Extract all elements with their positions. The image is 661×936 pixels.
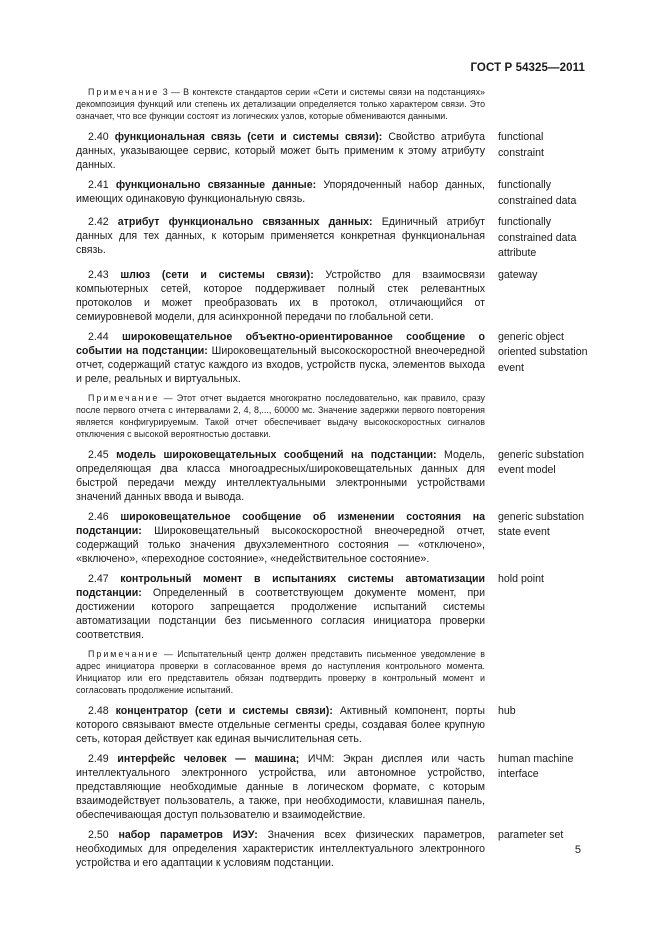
entry-definition: Модель, определяющая два класса многоадресных/широковещательных данных для быстрой передачи между интеллектуальными электронными устройствами значений данных ввода и вывода. — [76, 448, 485, 503]
note-2-47 — [76, 648, 485, 696]
entry-definition: Широковещательный высокоскоростной внеочередной отчет, содержащий статус каждого из входов, устройств пуска, элементов выхода и реле, реальных и виртуальных. — [76, 344, 485, 385]
entry-2-48 — [76, 704, 582, 746]
entry-english-term: hold point — [498, 572, 544, 585]
entry-term: функционально связанные данные: — [115, 179, 317, 191]
entry-english-term: functional constraint — [498, 131, 544, 159]
entry-term: шлюз (сети и системы связи): — [120, 268, 314, 281]
entry-term: модель широковещательных сообщений на подстанции: — [116, 448, 437, 461]
page-number: 5 — [574, 844, 581, 856]
entry-number: 2.48 — [88, 704, 109, 717]
entry-2-47 — [76, 572, 582, 642]
note-text: 3 — В контексте стандартов серии «Сети и системы связи на подстанциях» декомпозиция функций или степень их детализации определяется только характером связи. Это означает, что все функции состоят из логических узлов, которые обмениваются данными. — [76, 87, 485, 121]
entry-number: 2.42 — [88, 216, 109, 228]
entry-english-term: generic substation state event — [498, 510, 584, 538]
entry-2-42 — [76, 215, 582, 262]
entry-number: 2.46 — [88, 510, 109, 523]
entry-definition: Упорядоченный набор данных, имеющих одинаковую функциональную связь. — [76, 179, 485, 205]
entry-english-term: gateway — [498, 268, 538, 281]
entry-2-46 — [76, 510, 582, 566]
entry-term: широковещательное объектно-ориентированное сообщение о событии на подстанции: — [76, 330, 485, 357]
entry-2-44 — [76, 330, 588, 386]
entry-definition: Широковещательный высокоскоростной внеочередной отчет, содержащий только значения двухэлементного состояния — «отключено», «включено», «переходное состояние», «недействительное состояние». — [76, 524, 485, 565]
entry-number: 2.47 — [88, 572, 109, 585]
entry-2-43 — [76, 268, 582, 324]
entry-definition: Устройство для взаимосвязи компьютерных сетей, которое поддерживает полный стек релевантных протоколов и может преобразовать их в протокол, отличающийся от семиуровневой модели, для асинхронной передачи по глобальной сети. — [76, 268, 485, 323]
document-body — [76, 86, 588, 876]
entry-number: 2.50 — [88, 828, 109, 841]
entry-number: 2.44 — [88, 330, 109, 343]
entry-english-term: hub — [498, 704, 516, 717]
entry-english-term: generic object oriented substation event — [498, 330, 588, 374]
entry-2-40 — [76, 130, 582, 172]
entry-definition: Единичный атрибут данных для тех данных, к которым применяется конкретная функциональная связь. — [76, 216, 485, 256]
entry-term: интерфейс человек — машина; — [117, 752, 300, 765]
entry-number: 2.40 — [88, 131, 109, 143]
entry-definition: Значения всех физических параметров, необходимых для определения характеристик интеллектуального электронного устройства и его адаптации к условиям подстанции. — [76, 828, 485, 869]
entry-english-term: generic substation event model — [498, 448, 584, 476]
entry-term: контрольный момент в испытаниях системы автоматизации подстанции: — [76, 572, 485, 599]
entry-2-49 — [76, 752, 582, 822]
entry-2-41 — [76, 178, 582, 209]
note-text: — Испытательный центр должен представить письменное уведомление в адрес инициатора проверки в согласованное время до наступления контрольного момента. Инициатор или его представитель обязан подтвердить проверку в контрольный момент и согласовать продолжение испытаний. — [76, 648, 485, 695]
entry-number: 2.43 — [88, 268, 109, 281]
entry-term: широковещательное сообщение об изменении состояния на подстанции: — [76, 510, 485, 537]
entry-term: функциональная связь (сети и системы связи): — [114, 131, 383, 143]
entry-term: набор параметров ИЭУ: — [118, 828, 258, 841]
entry-english-term: functionally constrained data attribute — [498, 216, 577, 259]
note-label: Примечание — [88, 392, 160, 403]
entry-number: 2.45 — [88, 448, 109, 461]
entry-number: 2.49 — [88, 752, 109, 765]
entry-2-50 — [76, 828, 582, 870]
entry-2-45 — [76, 448, 582, 504]
entry-english-term: parameter set — [498, 828, 564, 841]
entry-number: 2.41 — [88, 179, 109, 191]
entry-definition: ИЧМ: Экран дисплея или часть интеллектуального электронного устройства, или автономное устройство, представляющие необходимые данные в логическом формате, с которым взаимодействует пользователь, а также, при необходимости, клавишная панель, обеспечивающая доступ пользователю и взаимодействие. — [76, 752, 485, 821]
note-top — [76, 86, 485, 122]
entry-term: атрибут функционально связанных данных: — [117, 216, 373, 228]
note-label: Примечание — [88, 648, 160, 659]
entry-english-term: human machine interface — [498, 752, 574, 780]
entry-english-term: functionally constrained data — [498, 179, 577, 207]
entry-definition: Свойство атрибута данных, указывающее сервис, который может быть применим к этому атрибуту данных. — [76, 131, 486, 171]
note-text: — Этот отчет выдается многократно последовательно, как правило, сразу после первого отчета с интервалами 2, 4, 8,..., 60000 мс. Значение задержки первого повторения является конфигурируемым. Такой отчет обеспечивает выдачу высокоскоростных сигналов отключения с высокой вероятностью доставки. — [76, 392, 485, 439]
entry-definition: Активный компонент, порты которого связывают вместе отдельные сегменты среды, создавая более крупную сеть, которая действует как единая вычислительная сеть. — [76, 704, 485, 745]
entry-term: концентратор (сети и системы связи): — [115, 704, 333, 717]
note-2-44 — [76, 392, 485, 440]
standard-header: ГОСТ Р 54325—2011 — [470, 62, 585, 74]
note-label: Примечание — [88, 87, 160, 97]
entry-definition: Определенный в соответствующем документе момент, при достижении которого запрещается продолжение испытаний системы автоматизации подстанции без письменного согласия инициатора проверки соответствия. — [76, 586, 485, 641]
